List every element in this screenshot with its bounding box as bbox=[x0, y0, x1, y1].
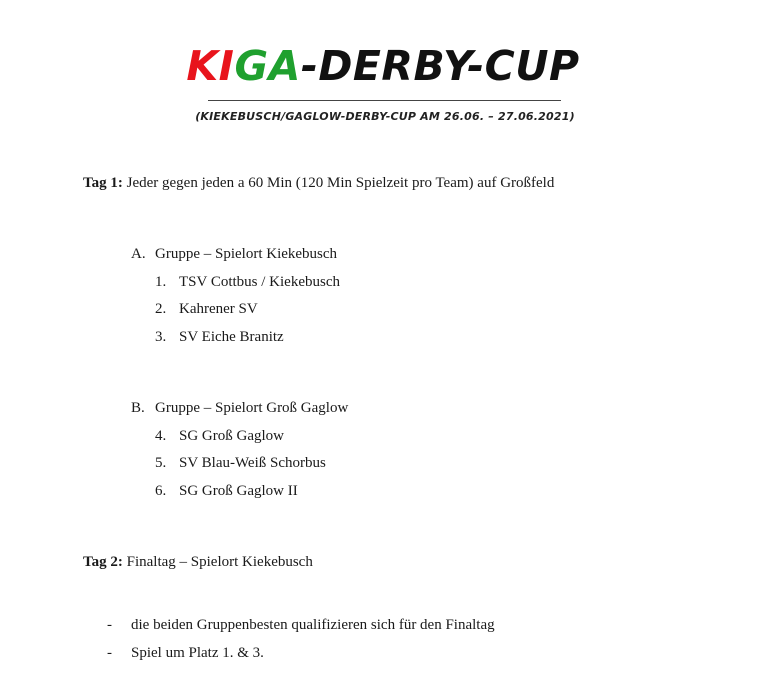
bullet-2-text: Spiel um Platz 1. & 3. bbox=[131, 645, 264, 661]
bullet-1-dash: - bbox=[107, 617, 112, 633]
team-5-number: 5. bbox=[155, 455, 167, 471]
day2-label: Tag 2: bbox=[83, 554, 123, 570]
group-b-marker: B. bbox=[131, 400, 145, 416]
bullet-1-text: die beiden Gruppenbesten qualifizieren sich für den Finaltag bbox=[131, 617, 495, 633]
team-1-number: 1. bbox=[155, 274, 167, 290]
team-3-name: SV Eiche Branitz bbox=[179, 329, 284, 345]
day1-line bbox=[83, 173, 554, 193]
group-b-title: Gruppe – Spielort Groß Gaglow bbox=[155, 400, 349, 416]
team-6-number: 6. bbox=[155, 483, 167, 499]
team-3-number: 3. bbox=[155, 329, 167, 345]
day1-label: Tag 1: bbox=[83, 175, 123, 191]
team-1-name: TSV Cottbus / Kiekebusch bbox=[179, 274, 340, 290]
team-6-name: SG Groß Gaglow II bbox=[179, 483, 298, 499]
title-part-rest: -DERBY-CUP bbox=[300, 42, 580, 90]
day1-text: Jeder gegen jeden a 60 Min (120 Min Spielzeit pro Team) auf Großfeld bbox=[122, 175, 555, 191]
document-title bbox=[0, 38, 766, 94]
team-5-name: SV Blau-Weiß Schorbus bbox=[179, 455, 326, 471]
team-4-name: SG Groß Gaglow bbox=[179, 428, 284, 444]
team-2-number: 2. bbox=[155, 301, 167, 317]
day2-text: Finaltag – Spielort Kiekebusch bbox=[122, 554, 313, 570]
bullet-2-dash: - bbox=[107, 645, 112, 661]
team-4-number: 4. bbox=[155, 428, 167, 444]
day2-line bbox=[83, 552, 313, 572]
team-2-name: Kahrener SV bbox=[179, 301, 258, 317]
title-underline bbox=[208, 100, 561, 101]
title-part-green: GA bbox=[234, 42, 301, 90]
group-a-marker: A. bbox=[131, 246, 146, 262]
group-a-title: Gruppe – Spielort Kiekebusch bbox=[155, 246, 338, 262]
title-part-red: KI bbox=[186, 42, 235, 90]
document-subtitle: (KIEKEBUSCH/GAGLOW-DERBY-CUP AM 26.06. – 27.06.2021) bbox=[195, 110, 575, 123]
